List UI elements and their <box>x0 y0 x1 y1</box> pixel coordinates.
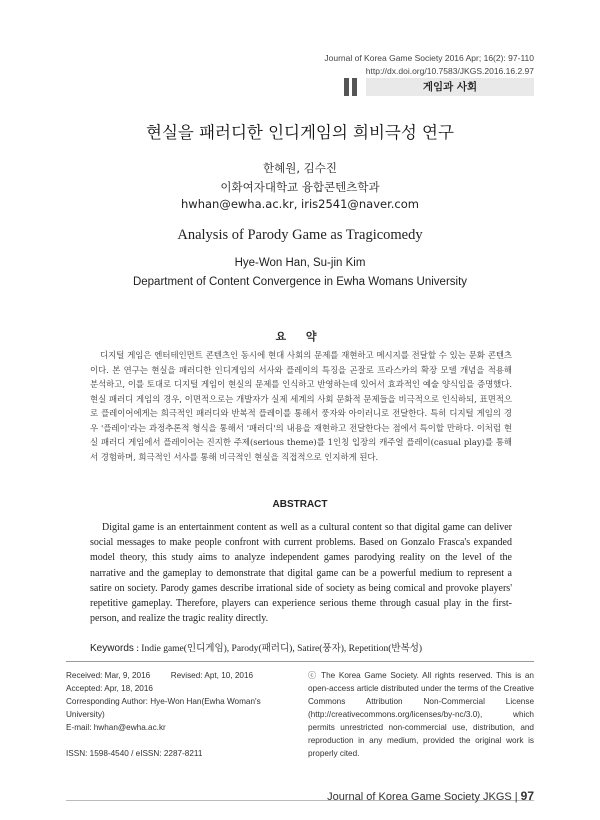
abstract-english: Digital game is an entertainment content as well as a cultural content so that digital game can deliver social messages to make people confront with current problems. Based on Gonzalo Frasca's expanded model theory, this study aims to analyze independent games parodying reality on the level of the narrative and the gameplay to demonstrate that digital game can be a powerful medium to represent a satire on society. Parody games describe irrational side of society as being comical and provoke players' repetitive gameplay. Therefore, players can experience serious theme through casual play in the first-person, and realize the tragic reality directly. <box>90 522 512 625</box>
section-label <box>344 78 534 96</box>
revised-date: Revised: Apt, 10, 2016 <box>170 671 254 680</box>
corresponding-email: E-mail: hwhan@ewha.ac.kr <box>66 723 166 732</box>
footer-divider <box>66 661 534 662</box>
section-name: 게임과 사회 <box>366 78 534 96</box>
keywords-list: : Indie game(인디게임), Parody(패러디), Satire(풍자), Repetition(반복성) <box>133 644 423 654</box>
footer-separator: | <box>514 791 518 803</box>
issn: ISSN: 1598-4540 / eISSN: 2287-8211 <box>66 749 203 758</box>
journal-doi: http://dx.doi.org/10.7583/JKGS.2016.16.2.97 <box>365 66 534 76</box>
license-text: ⓒ The Korea Game Society. All rights reserved. This is an open-access article distributed under the terms of the Creative Commons Attribution Non-Commercial License (http://creativecommons.org/licenses/by-nc/3.0), which permits unrestricted non-commercial use, distribution, and reproduction in any medium, provided the original work is properly cited. <box>308 671 534 758</box>
authors-english: Hye-Won Han, Su-jin Kim <box>234 257 366 269</box>
dates-line <box>66 669 296 682</box>
title-korean: 현실을 패러디한 인디게임의 희비극성 연구 <box>146 123 454 142</box>
keywords-label: Keywords <box>90 643 134 654</box>
abstract-ko-heading: 요 약 <box>275 330 325 343</box>
accepted-date: Accepted: Apr, 18, 2016 <box>66 684 153 693</box>
article-info <box>66 669 296 760</box>
authors-korean: 한혜원, 김수진 <box>263 161 337 175</box>
department-english: Department of Content Convergence in Ewha Womans University <box>132 276 468 288</box>
abstract-en-heading: ABSTRACT <box>272 499 328 510</box>
corresponding-author: Corresponding Author: Hye-Won Han(Ewha Woman's University) <box>66 697 261 719</box>
affiliation-korean: 이화여자대학교 융합콘텐츠학과 <box>220 180 380 194</box>
journal-header <box>324 52 534 78</box>
section-marks <box>344 78 357 96</box>
journal-citation: Journal of Korea Game Society 2016 Apr; 16(2): 97-110 <box>324 53 534 63</box>
page-footer <box>327 789 534 803</box>
footer-journal: Journal of Korea Game Society JKGS <box>327 791 512 803</box>
page-number: 97 <box>520 789 534 803</box>
keywords <box>90 640 530 654</box>
author-emails: hwhan@ewha.ac.kr, iris2541@naver.com <box>181 197 419 211</box>
received-date: Received: Mar, 9, 2016 <box>66 671 151 680</box>
title-english: Analysis of Parody Game as Tragicomedy <box>177 227 423 243</box>
abstract-korean: 디지털 게임은 엔터테인먼트 콘텐츠인 동시에 현대 사회의 문제를 재현하고 메시지를 전달할 수 있는 문화 콘텐츠이다. 본 연구는 현실을 패러디한 인디게임의 서사와 플레이의 특징을 곤잘로 프라스카의 확장 모델 개념을 적용해 분석하고, 이를 토대로 디지털 게임이 현실의 문제를 인식하고 반영하는데 있어서 효과적인 예술 양식임을 증명했다. 현실 패러디 게임의 경우, 이면적으로는 개발자가 실제 세계의 사회 문화적 문제들을 비극적으로 인식하되, 표면적으로 플레이어에게는 희극적인 패러디와 반복적 플레이를 통해서 풍자와 아이러니로 전달한다. 특히 디지털 게임의 경우 '플레이'라는 과정추론적 형식을 통해서 '패러디'의 내용을 재현하고 전달한다는 점에서 특이할 만하다. 이처럼 현실 패러디 게임에서 플레이어는 진지한 주제(serious theme)를 1인칭 입장의 캐주얼 플레이(casual play)를 통해서 경험하며, 희극적인 서사를 통해 비극적인 현실을 직접적으로 인지하게 된다. <box>90 350 512 462</box>
